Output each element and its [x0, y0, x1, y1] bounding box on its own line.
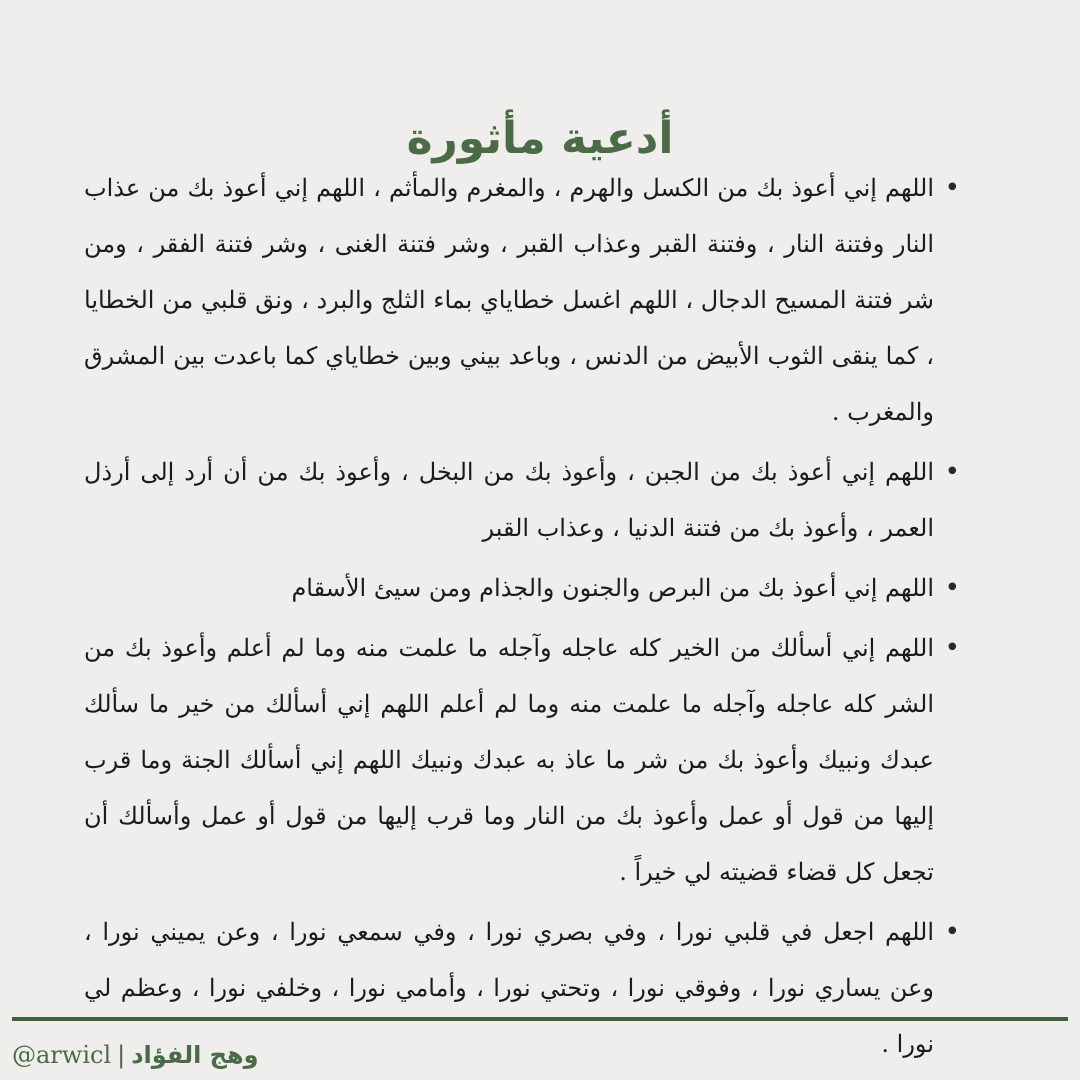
footer-separator: | — [117, 1041, 126, 1069]
dua-item: • اللهم اجعل في قلبي نورا ، وفي بصري نورا ، وفي سمعي نورا ، وعن يميني نورا ، وعن يساري نورا ، وفوقي نورا ، وتحتي نورا ، وأمامي نورا ، وخلفي نورا ، وعظم لي نورا . — [84, 904, 934, 1072]
dua-list — [84, 160, 934, 1076]
brand-name: وهج الفؤاد — [131, 1041, 259, 1069]
dua-item: • اللهم إني أسألك من الخير كله عاجله وآجله ما علمت منه وما لم أعلم وأعوذ بك من الشر كله عاجله وآجله ما علمت منه وما لم أعلم اللهم إني أسألك من خير ما سألك عبدك ونبيك وأعوذ بك من شر ما عاذ به عبدك ونبيك اللهم إني أسألك الجنة وما قرب إليها من قول أو عمل وأعوذ بك من النار وما قرب إليها من قول أو عمل وأسألك أن تجعل كل قضاء قضيته لي خيراً . — [84, 620, 934, 900]
page-title: أدعية مأثورة — [406, 113, 674, 165]
dua-item: • اللهم إني أعوذ بك من الجبن ، وأعوذ بك من البخل ، وأعوذ بك من أن أرد إلى أرذل العمر ، وأعوذ بك من فتنة الدنيا ، وعذاب القبر — [84, 444, 934, 556]
footer-divider — [12, 1017, 1068, 1021]
dua-item: • اللهم إني أعوذ بك من الكسل والهرم ، والمغرم والمأثم ، اللهم إني أعوذ بك من عذاب النار وفتنة النار ، وفتنة القبر وعذاب القبر ، وشر فتنة الغنى ، وشر فتنة الفقر ، ومن شر فتنة المسيح الدجال ، اللهم اغسل خطاياي بماء الثلج والبرد ، ونق قلبي من الخطايا ، كما ينقى الثوب الأبيض من الدنس ، وباعد بيني وبين خطاياي كما باعدت بين المشرق والمغرب . — [84, 160, 934, 440]
dua-item: • اللهم إني أعوذ بك من البرص والجنون والجذام ومن سيئ الأسقام — [84, 560, 934, 616]
footer — [12, 1035, 259, 1075]
account-handle: @arwicl — [12, 1041, 112, 1069]
